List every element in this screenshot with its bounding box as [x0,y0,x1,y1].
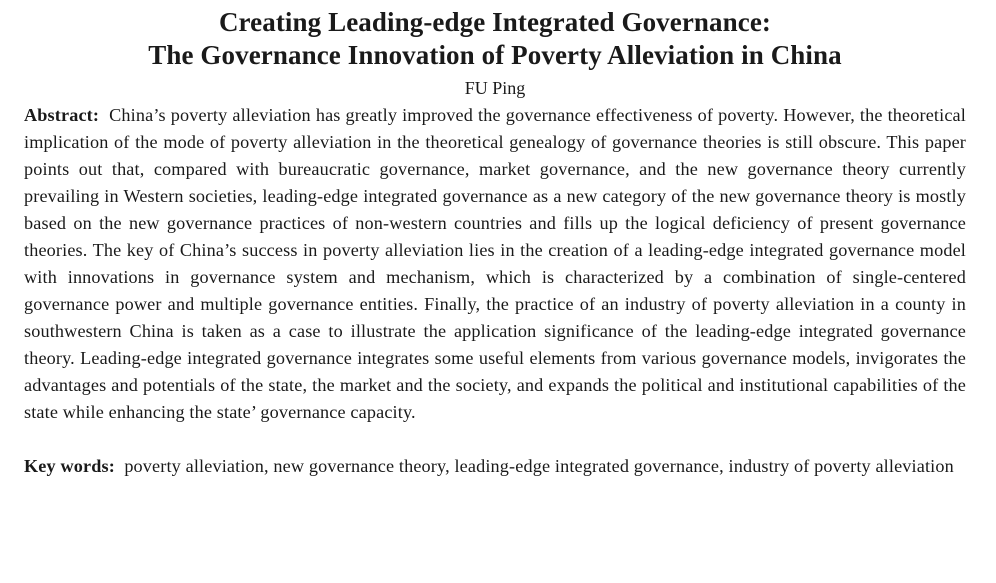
abstract-label: Abstract: [24,105,110,125]
title-line-2: The Governance Innovation of Poverty Alleviation in China [148,40,842,70]
author-name: FU Ping [464,78,526,98]
keywords-label: Key words: [24,456,125,476]
abstract-text: China’s poverty alleviation has greatly improved the governance effectiveness of poverty. However, the theoretical implication of the mode of poverty alleviation in the theoretical genealogy of governance theories is still obscure. This paper points out that, compared with bureaucratic governance, market governance, and the new governance theory currently prevailing in Western societies, leading-edge integrated governance as a new category of the new governance theory is mostly based on the new governance practices of non-western countries and fills up the logical deficiency of present governance theories. The key of China’s success in poverty alleviation lies in the creation of a leading-edge integrated governance model with innovations in governance system and mechanism, which is characterized by a combination of single-centered governance power and multiple governance entities. Finally, the practice of an industry of poverty alleviation in a county in southwestern China is taken as a case to illustrate the application significance of the leading-edge integrated governance theory. Leading-edge integrated governance integrates some useful elements from various governance models, invigorates the advantages and potentials of the state, the market and the society, and expands the political and institutional capabilities of the state while enhancing the state’ governance capacity. [24,105,966,422]
abstract-section [24,102,966,426]
keywords-section [24,453,966,480]
keywords-text: poverty alleviation, new governance theory, leading-edge integrated governance, industry of poverty alleviation [124,456,954,476]
paper-page [24,6,966,480]
title-line-1: Creating Leading-edge Integrated Governance: [218,7,772,37]
paper-title [24,6,966,72]
